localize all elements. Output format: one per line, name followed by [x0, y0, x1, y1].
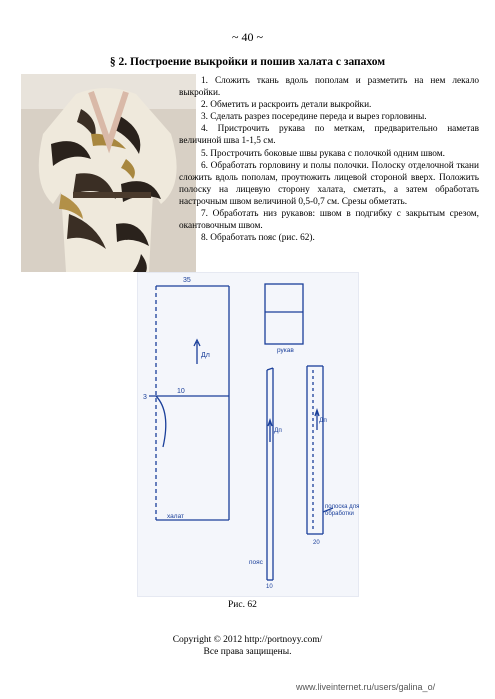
page-number: ~ 40 ~: [232, 30, 263, 44]
label-top-width: 35: [183, 277, 191, 284]
section-heading: § 2. Построение выкройки и пошив халата с запахом: [109, 56, 386, 68]
step-3: 3. Сделать разрез посередине переда и вырез горловины.: [201, 112, 427, 123]
footer: [0, 634, 495, 658]
step-2: 2. Обметить и раскроить детали выкройки.: [201, 100, 372, 111]
label-strip-bottom: 20: [313, 540, 320, 546]
watermark: www.liveinternet.ru/users/galina_o/: [296, 682, 436, 692]
label-side-mid: 10: [177, 388, 185, 395]
label-sleeve: рукав: [277, 347, 294, 354]
robe-photo: [21, 74, 196, 272]
pattern-figure: [137, 272, 359, 597]
label-side-left: 3: [143, 394, 147, 401]
label-belt: пояс: [249, 559, 263, 566]
pattern-drawing: [137, 272, 359, 597]
label-belt-mark: Дп: [274, 427, 282, 434]
step-6: 6. Обработать горловину и полы полочки. Полоску отделочной ткани сложить вдоль пополам, проутюжить лицевой стороной вверх. Положить полоску на лицевую сторону халата, сметать, а затем обработать настрочным швом величиной 0,5-0,7 см. Срезы обметать.: [179, 160, 479, 207]
label-bottom: халат: [167, 513, 185, 520]
label-length: Дл: [201, 352, 210, 359]
step-4: 4. Пристрочить рукава по меткам, предварительно наметав величиной шва 1-1,5 см.: [179, 124, 479, 147]
label-strip-mark: Дп: [319, 417, 327, 424]
step-7: 7. Обработать низ рукавов: швом в подгибку с закрытым срезом, окантовочным швом.: [179, 209, 479, 232]
rights-text: Все права защищены.: [203, 647, 292, 657]
robe-photo-image: [21, 74, 196, 272]
figure-caption: Рис. 62: [228, 600, 257, 610]
step-5: 5. Прострочить боковые швы рукава с полочкой одним швом.: [201, 148, 445, 159]
step-1: 1. Сложить ткань вдоль пополам и разметить на нем лекало выкройки.: [179, 76, 479, 99]
copyright-text: Copyright © 2012 http://portnoyy.com/: [172, 635, 323, 645]
instruction-steps: [179, 75, 479, 244]
label-belt-bottom: 10: [266, 584, 273, 590]
step-8: 8. Обработать пояс (рис. 62).: [201, 233, 315, 244]
label-strip: полоска для обработки: [325, 504, 359, 517]
